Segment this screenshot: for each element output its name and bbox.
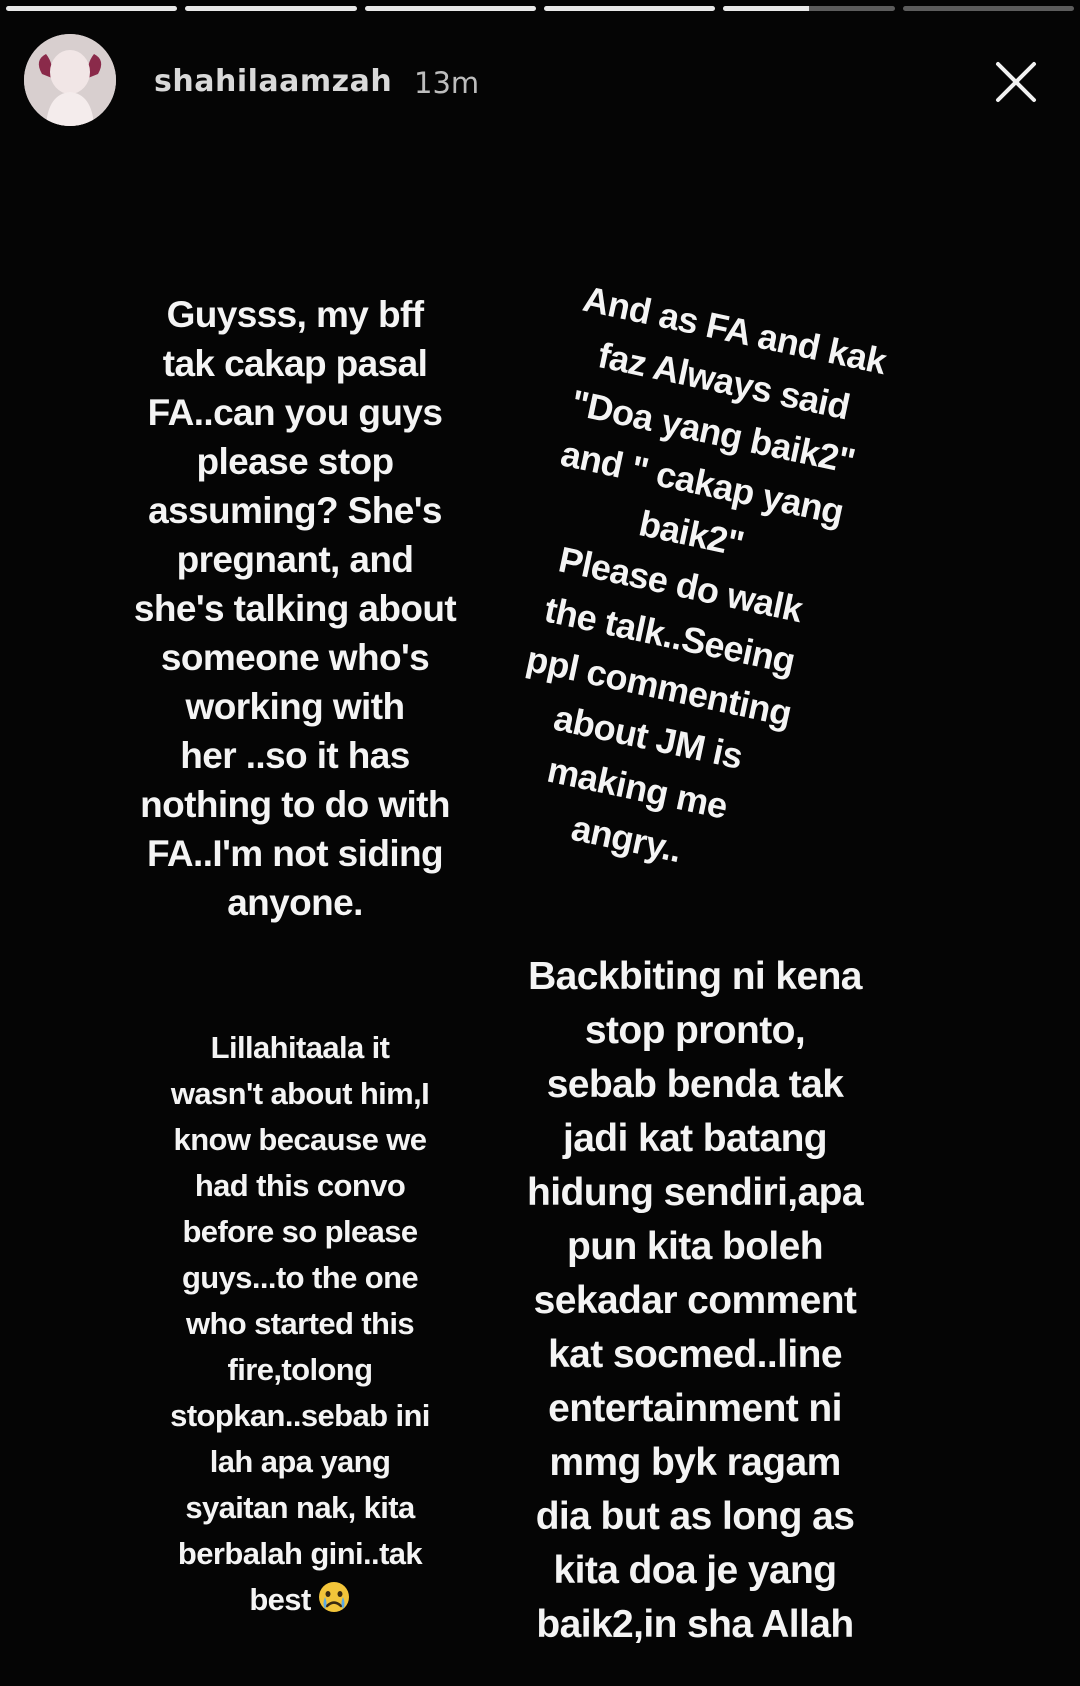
progress-segment bbox=[723, 6, 894, 11]
story-text-block: And as FA and kak faz Always said "Doa yang baik2" and " cakap yang baik2" Please do walk the talk..Seeing ppl commenting about JM is making me angry.. bbox=[522, 277, 890, 871]
avatar-icon[interactable] bbox=[24, 34, 116, 126]
progress-segment bbox=[365, 6, 536, 11]
story-text: Lillahitaala it wasn't about him,I know because we had this convo before so please guys...to the one who started this fire,tolong stopkan..sebab ini lah apa yang syaitan nak, kita berbalah gini..tak best bbox=[170, 1030, 430, 1617]
post-time: 13m bbox=[414, 66, 480, 100]
close-icon[interactable] bbox=[988, 54, 1044, 110]
story-text-block bbox=[120, 1025, 480, 1623]
progress-segment bbox=[185, 6, 356, 11]
story-progress-bar bbox=[6, 6, 1074, 11]
story-text-block: Guysss, my bff tak cakap pasal FA..can you guys please stop assuming? She's pregnant, and she's talking about someone who's working with her ..so it has nothing to do with FA..I'm not siding anyone. bbox=[133, 294, 457, 923]
progress-segment bbox=[544, 6, 715, 11]
crying-face-icon bbox=[317, 1580, 351, 1614]
story-text-block: Backbiting ni kena stop pronto, sebab benda tak jadi kat batang hidung sendiri,apa pun kita boleh sekadar comment kat socmed..line entertainment ni mmg byk ragam dia but as long as kita doa je yang baik2,in sha Allah bbox=[527, 955, 863, 1646]
story-header bbox=[20, 30, 1060, 130]
progress-segment bbox=[903, 6, 1074, 11]
progress-segment bbox=[6, 6, 177, 11]
username[interactable]: shahilaamzah bbox=[154, 64, 393, 99]
